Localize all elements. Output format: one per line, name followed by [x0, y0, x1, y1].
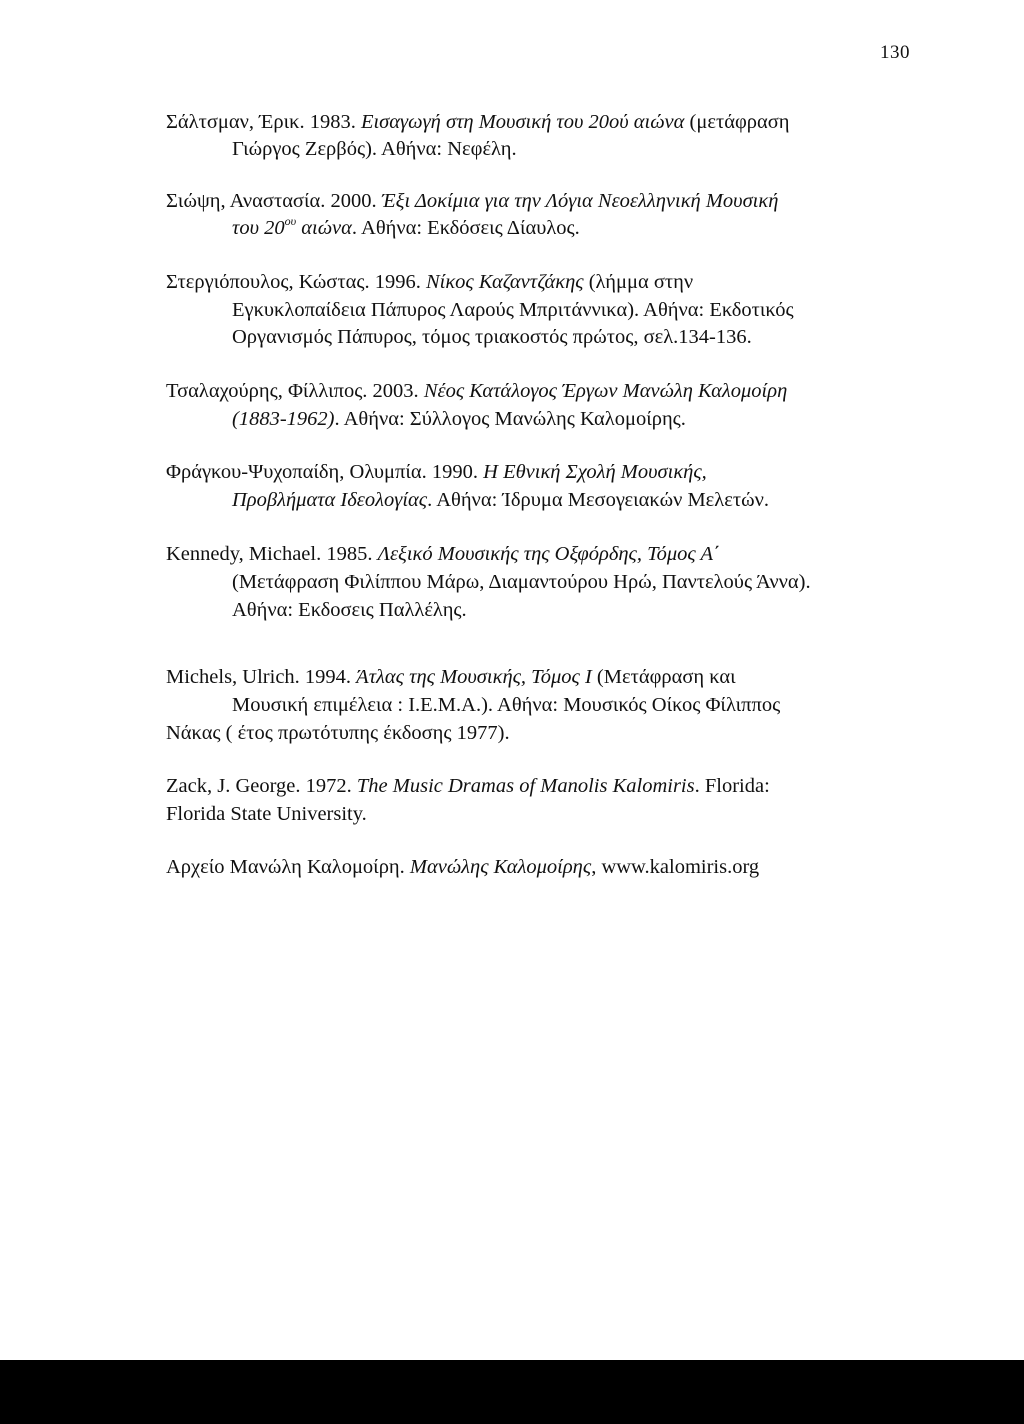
bib-entry-saltzman-line1: Σάλτσμαν, Έρικ. 1983. Εισαγωγή στη Μουσική του 20ού αιώνα (μετάφραση: [166, 111, 790, 133]
bib-entry-saltzman-line2: Γιώργος Ζερβός). Αθήνα: Νεφέλη.: [232, 138, 517, 160]
bib-entry-siopsi-line1: Σιώψη, Αναστασία. 2000. Έξι Δοκίμια για την Λόγια Νεοελληνική Μουσική: [166, 190, 779, 212]
bib-entry-archive-line1: Αρχείο Μανώλη Καλομοίρη. Μανώλης Καλομοίρης, www.kalomiris.org: [166, 856, 760, 878]
bib-entry-tsalachouris-line1: Τσαλαχούρης, Φίλλιπος. 2003. Νέος Κατάλογος Έργων Μανώλη Καλομοίρη: [166, 380, 788, 402]
bib-entry-stergiopoulos-line3: Οργανισμός Πάπυρος, τόμος τριακοστός πρώτος, σελ.134-136.: [232, 326, 752, 348]
bib-entry-zack-line2: Florida State University.: [166, 803, 367, 825]
bottom-black-band: [0, 1360, 1024, 1424]
bib-entry-stergiopoulos-line1: Στεργιόπουλος, Κώστας. 1996. Νίκος Καζαντζάκης (λήμμα στην: [166, 271, 694, 293]
bib-entry-stergiopoulos-line2: Εγκυκλοπαίδεια Πάπυρος Λαρούς Μπριτάννικα). Αθήνα: Εκδοτικός: [232, 299, 794, 321]
bib-entry-siopsi-line2: του $20^{o\upsilon}$ αιώνα. Αθήνα: Εκδόσεις Δίαυλος.: [232, 214, 580, 239]
bib-entry-michels-line2: Μουσική επιμέλεια : Ι.Ε.Μ.Α.). Αθήνα: Μουσικός Οίκος Φίλιππος: [232, 694, 781, 716]
bib-entry-kennedy-line3: Αθήνα: Εκδοσεις Παλλέλης.: [232, 599, 467, 621]
bib-entry-tsalachouris-line2: (1883-1962). Αθήνα: Σύλλογος Μανώλης Καλομοίρης.: [232, 408, 686, 430]
bib-entry-fragkou-line2: Προβλήματα Ιδεολογίας. Αθήνα: Ίδρυμα Μεσογειακών Μελετών.: [232, 489, 769, 511]
page-number: 130: [880, 42, 910, 63]
bib-entry-michels-line1: Michels, Ulrich. 1994. Άτλας της Μουσικής, Τόμος I (Μετάφραση και: [166, 666, 736, 688]
bib-entry-kennedy-line2: (Μετάφραση Φιλίππου Μάρω, Διαμαντούρου Ηρώ, Παντελούς Άννα).: [232, 571, 811, 593]
bib-entry-fragkou-line1: Φράγκου-Ψυχοπαίδη, Ολυμπία. 1990. Η Εθνική Σχολή Μουσικής,: [166, 461, 707, 483]
bib-entry-kennedy-line1: Kennedy, Michael. 1985. Λεξικό Μουσικής της Οξφόρδης, Τόμος Α΄: [166, 543, 720, 565]
bib-entry-michels-line3: Νάκας ( έτος πρωτότυπης έκδοσης 1977).: [166, 722, 510, 744]
bib-entry-zack-line1: Zack, J. George. 1972. The Music Dramas of Manolis Kalomiris. Florida:: [166, 775, 770, 797]
